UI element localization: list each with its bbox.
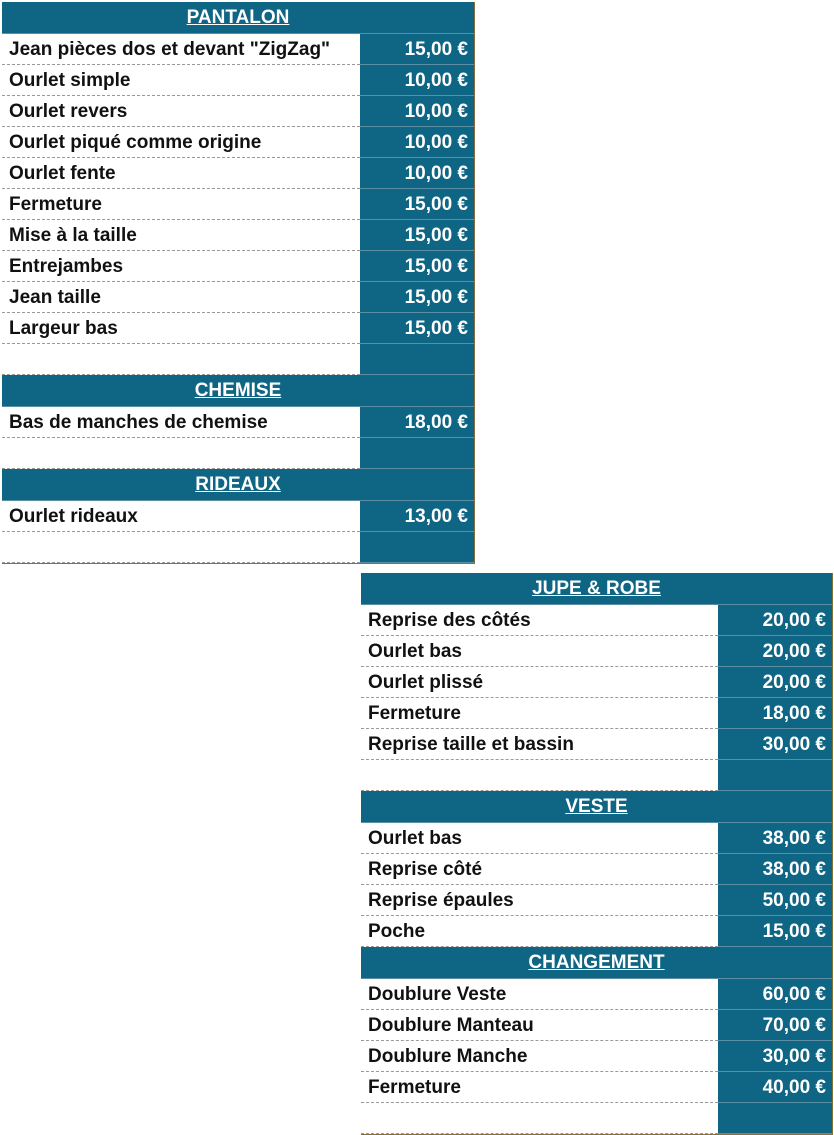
service-price: 15,00 € [360,251,474,282]
table-row [2,65,474,96]
section-header-rideaux [2,469,474,501]
service-label: Mise à la taille [2,220,360,251]
service-price: 13,00 € [360,501,474,532]
table-row [361,667,832,698]
table-row [2,407,474,438]
table-row [361,1010,832,1041]
service-price: 30,00 € [718,729,832,760]
service-price [360,532,474,563]
empty-row [2,438,474,469]
service-price: 18,00 € [718,698,832,729]
service-label: Doublure Veste [361,979,718,1010]
table-row [2,501,474,532]
service-price: 40,00 € [718,1072,832,1103]
service-label: Ourlet bas [361,636,718,667]
service-label: Reprise taille et bassin [361,729,718,760]
service-label: Reprise côté [361,854,718,885]
empty-row [361,1103,832,1134]
table-row [361,979,832,1010]
section-title: RIDEAUX [195,474,281,495]
table-row [361,885,832,916]
section-header-changement [361,947,832,979]
service-price: 30,00 € [718,1041,832,1072]
service-label: Bas de manches de chemise [2,407,360,438]
service-label: Fermeture [361,1072,718,1103]
service-price: 15,00 € [360,220,474,251]
service-label: Jean pièces dos et devant "ZigZag" [2,34,360,65]
service-price: 20,00 € [718,636,832,667]
service-price: 20,00 € [718,605,832,636]
section-title: CHEMISE [194,380,282,401]
table-row [2,34,474,65]
service-label [361,760,718,791]
service-price: 15,00 € [718,916,832,947]
table-row [2,96,474,127]
service-label: Reprise des côtés [361,605,718,636]
price-table-left [2,2,475,564]
service-label: Ourlet plissé [361,667,718,698]
service-price: 60,00 € [718,979,832,1010]
service-label: Reprise épaules [361,885,718,916]
section-header-pantalon [2,2,474,34]
table-row [361,605,832,636]
section-header-chemise [2,375,474,407]
section-title: PANTALON [186,7,290,28]
empty-row [361,760,832,791]
service-price: 15,00 € [360,282,474,313]
service-price: 20,00 € [718,667,832,698]
service-label [2,532,360,563]
service-price: 10,00 € [360,65,474,96]
empty-row [2,344,474,375]
table-row [361,636,832,667]
service-price: 70,00 € [718,1010,832,1041]
table-row [361,1072,832,1103]
table-row [361,698,832,729]
table-row [361,916,832,947]
table-row [2,251,474,282]
service-label: Ourlet bas [361,823,718,854]
table-row [2,282,474,313]
section-title: CHANGEMENT [528,952,665,973]
service-label: Jean taille [2,282,360,313]
service-label: Doublure Manteau [361,1010,718,1041]
table-row [361,729,832,760]
service-label: Ourlet simple [2,65,360,96]
section-title: VESTE [565,796,628,817]
table-row [2,313,474,344]
service-label: Fermeture [2,189,360,220]
service-label: Ourlet rideaux [2,501,360,532]
service-label: Ourlet piqué comme origine [2,127,360,158]
service-price [360,344,474,375]
table-row [2,158,474,189]
service-price: 15,00 € [360,189,474,220]
service-price: 38,00 € [718,854,832,885]
service-price: 10,00 € [360,96,474,127]
service-label: Largeur bas [2,313,360,344]
table-row [2,127,474,158]
service-price [360,438,474,469]
table-row [2,189,474,220]
service-label [361,1103,718,1134]
service-label: Entrejambes [2,251,360,282]
service-label: Poche [361,916,718,947]
service-label [2,438,360,469]
service-price: 18,00 € [360,407,474,438]
table-row [2,220,474,251]
service-price: 38,00 € [718,823,832,854]
table-row [361,823,832,854]
empty-row [2,532,474,563]
table-row [361,854,832,885]
service-price: 15,00 € [360,34,474,65]
service-label: Ourlet fente [2,158,360,189]
section-title: JUPE & ROBE [532,578,661,599]
service-price [718,760,832,791]
service-price: 50,00 € [718,885,832,916]
service-label: Ourlet revers [2,96,360,127]
service-price: 15,00 € [360,313,474,344]
table-row [361,1041,832,1072]
service-price: 10,00 € [360,127,474,158]
service-label [2,344,360,375]
service-price [718,1103,832,1134]
price-table-right [361,573,833,1135]
section-header-veste [361,791,832,823]
service-label: Fermeture [361,698,718,729]
section-header-jupe-robe [361,573,832,605]
service-price: 10,00 € [360,158,474,189]
service-label: Doublure Manche [361,1041,718,1072]
